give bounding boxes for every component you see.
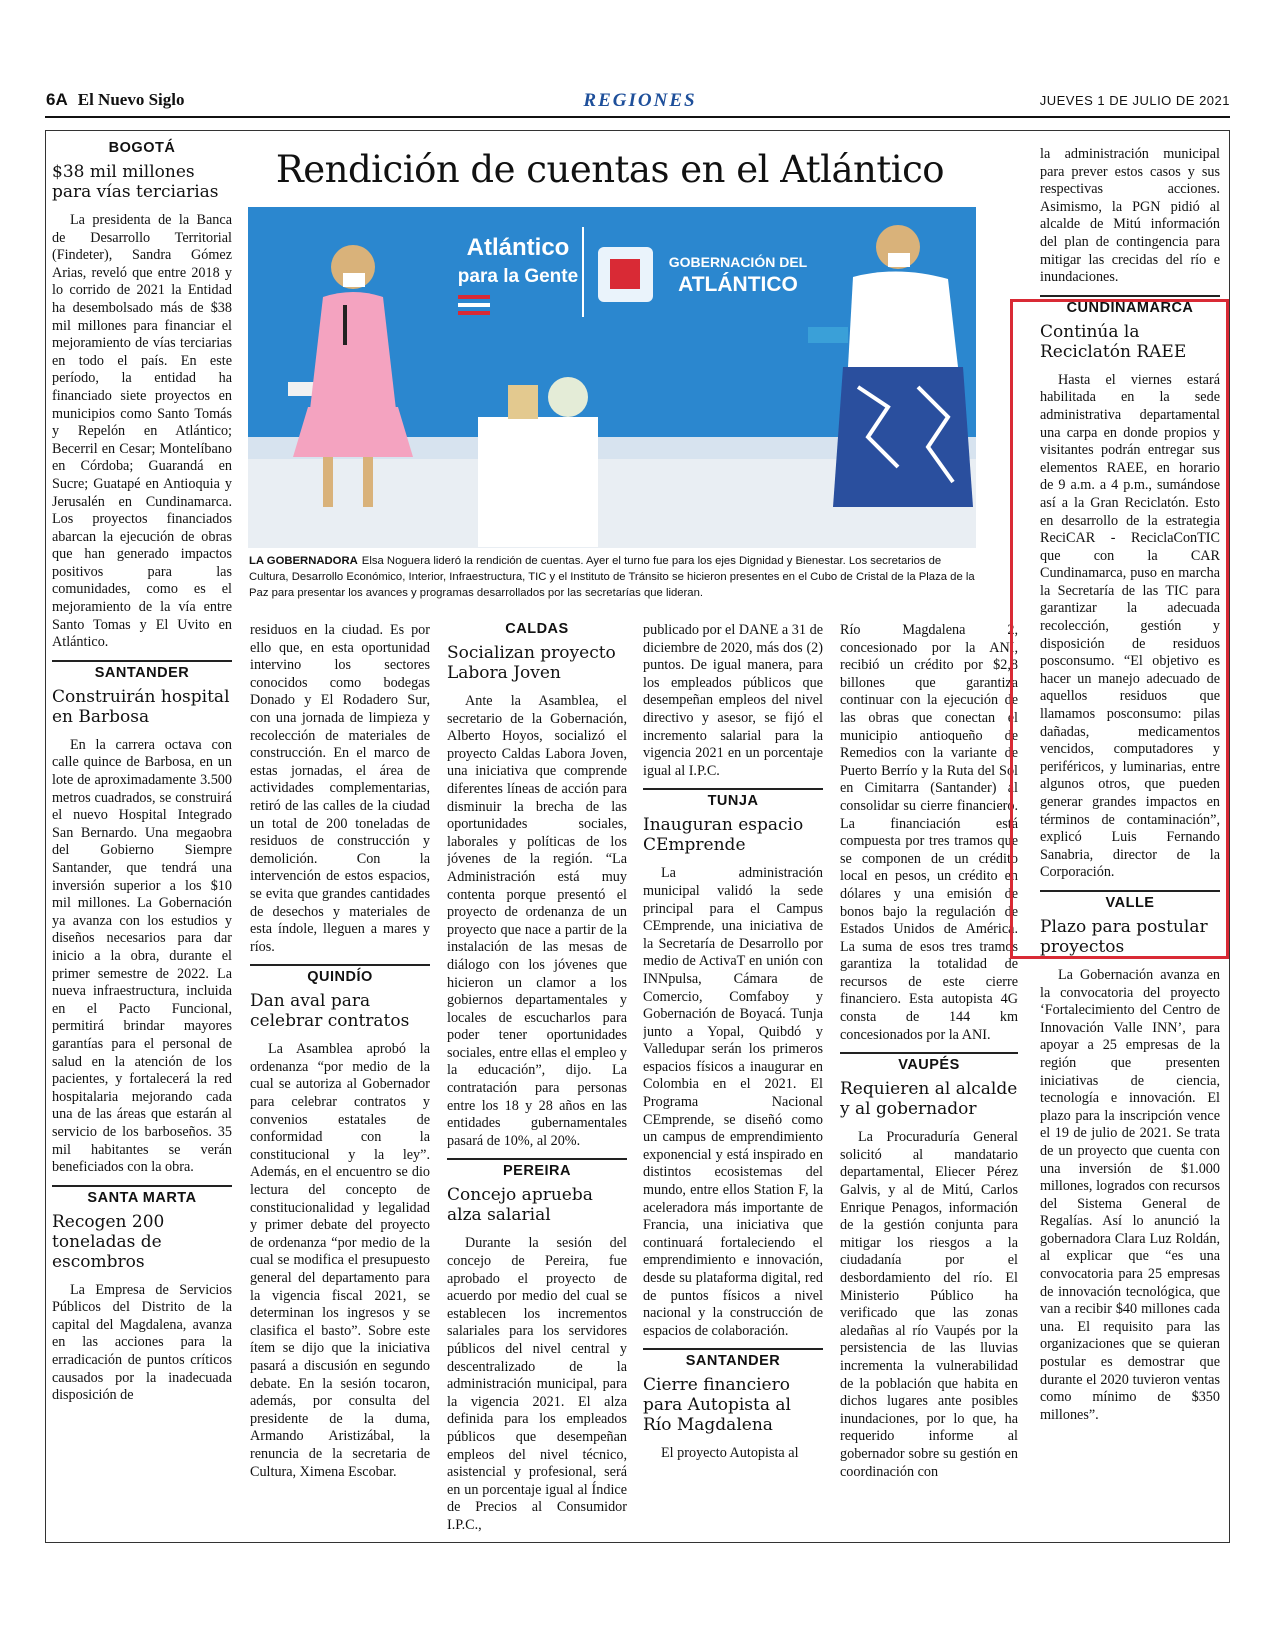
article-santander-2-cont: Río Magdalena 2, concesionado por la ANI, recibió un crédito por $2,8 billones que garantiza continuar con la ejecución de las obras que conectan el municipio antioqueño de Remedios con la variante de Puerto Berrío y la Ruta del Sol en Cimitarra (Santander) al consolidar su cierre financiero. La financiación está compuesta por tres tramos que se componen de un crédito local en pesos, un crédito en dólares y una emisión de bonos bajo la regulación de Estados Unidos de América. La suma de esos tres tramos garantiza la totalidad de recursos de este cierre financiero. Esta autopista 4G consta de 144 km concesionados por la ANI. <box>840 622 1018 1043</box>
section-valle: VALLE <box>1040 890 1220 911</box>
caption-lead: LA GOBERNADORA <box>249 555 358 567</box>
headline-caldas: Socializan proyecto Labora Joven <box>447 643 616 683</box>
headline-pereira: Concejo aprueba alza salarial <box>447 1185 593 1226</box>
banner-line2: para la Gente <box>457 266 579 287</box>
article-santander: En la carrera octava con calle quince de Barbosa, en un lote de aproximadamente 3.500 metros cuadrados, se construirá el nuevo Hospital Integrado San Bernardo. Una megaobra del Gobierno Siempre Santander, que tendrá una inversión superior a los $10 mil millones. La Gobernación ya avanza con los estudios y diseños necesarios para dar inicio a la obra, durante el primer semestre de 2022. La nueva infraestructura, incluida en el Pacto Funcional, permitirá brindar mayores garantías para el personal de salud en la atención de los pacientes, y fortalecerá la red hospitalaria mejorando cada una de las áreas que estarán al servicio de los barboseños. 35 mil habitantes se verán beneficiados con la obra. <box>52 736 232 1176</box>
header-rule <box>45 116 1230 118</box>
main-title: Rendición de cuentas en el Atlántico <box>275 148 945 191</box>
section-name: REGIONES <box>583 90 697 111</box>
column-4 <box>643 622 823 1537</box>
article-caldas: Ante la Asamblea, el secretario de la Gobernación, Alberto Hoyos, socializó el proyecto Caldas Labora Joven, una iniciativa que comprende diferentes líneas de acción para disminuir la brecha de las oportunidades sociales, laborales y políticas de los jóvenes de la región. “La Administración está muy contenta porque presentó el proyecto de ordenanza de un proyecto que nace a partir de la instalación de las mesas de diálogo con los jóvenes que hicieron un clamor a los gobiernos departamentales y locales de escucharlos para poder tener oportunidades sociales, entre ellas el empleo y la educación”, dijo. La contratación para personas entre los 18 y 28 años en las entidades gubernamentales pasará de 10%, al 20%. <box>447 693 627 1149</box>
section-santander: SANTANDER <box>52 660 232 681</box>
article-quindio: La Asamblea aprobó la ordenanza “por medio de la cual se autoriza al Gobernador para celebrar contratos y convenios estatales de conformidad con la constitucional y la ley”. Además, en el encuentro se dio lectura del concepto de constitucionalidad y legalidad y primer debate del proyecto de ordenanza “por medio de la cual se modifica el presupuesto general del departamento para la vigencia fiscal 2021, se determinan los ingresos y se clasifica el basto”. Sobre este ítem se dijo que la iniciativa pasará a discusión en segundo debate. En la sesión tocaron, además, por consulta del presidente de la duma, Armando Aristizábal, la renuncia de la secretaria de Cultura, Ximena Escobar. <box>250 1041 430 1480</box>
section-bogota: BOGOTÁ <box>108 140 176 156</box>
column-2 <box>250 622 430 1537</box>
headline-quindio: Dan aval para celebrar contratos <box>250 991 410 1032</box>
column-1 <box>52 137 232 1537</box>
section-santa-marta: SANTA MARTA <box>52 1185 232 1206</box>
masthead-left <box>46 90 184 110</box>
article-cundinamarca: Hasta el viernes estará habilitada en la sede administrativa departamental una carpa en donde propios y visitantes podrán entregar sus elementos RAEE, en horario de 9 a.m. a 4 p.m., sumándose así a la Gran Reciclatón. Esto en desarrollo de la estrategia ReciCAR - ReciclaConTIC que con la CAR Cundinamarca, puso en marcha la Secretaría de las TIC para garantizar la adecuada recolección, gestión y disposición de residuos posconsumo. “El objetivo es hacer un manejo adecuado de aquellos residuos que llamamos posconsumo: pilas dañadas, medicamentos vencidos, computadores y periféricos, y luminarias, entre algunos otros, que pueden generar grandes impactos en términos de contaminación”, explicó Luis Fernando Sanabria, director de la Corporación. <box>1040 371 1220 881</box>
highlight-box <box>1010 299 1229 959</box>
article-pereira-cont: publicado por el DANE a 31 de diciembre de 2020, más dos (2) puntos. De igual manera, para los empleados públicos que desempeñan empleos del nivel directivo y asesor, se fijó el incremento salarial para la vigencia 2021 en un porcentaje igual al I.P.C. <box>643 622 823 779</box>
main-photo <box>248 207 976 548</box>
article-vaupes: La Procuraduría General solicitó al mandatario departamental, Eliecer Pérez Galvis, y al de Mitú, Carlos Enrique Penagos, información de la gestión conjunta para mitigar los riesgos a la ciudadanía por el desbordamiento del río. El Ministerio Público ha verificado que las zonas aledañas al río Vaupés por la persistencia de las lluvias incrementa la vulnerabilidad de la población que habita en dichos lugares ante posibles inundaciones, por lo que, ha requerido informe al gobernador sobre su gestión en coordinación con <box>840 1129 1018 1480</box>
section-santander-2: SANTANDER <box>643 1348 823 1369</box>
banner-line1: Atlántico <box>466 234 570 261</box>
article-valle: La Gobernación avanza en la convocatoria del proyecto ‘Fortalecimiento del Centro de Innovación Valle INN’, para apoyar a 25 empresas de la región que presenten iniciativas de ciencia, tecnología e innovación. El plazo para la inscripción vence el 19 de julio de 2021. Se trata de un proyecto que cuenta con una inversión de $1.000 millones, logrados con recursos del Sistema General de Regalías. Así lo anunció la gobernadora Clara Luz Roldán, al explicar que “es una convocatoria para 25 empresas de innovación tecnológica, que van a recibir $40 millones cada una. El requisito para las organizaciones que se quieran postular es demostrar que durante el 2020 tuvieron ventas como mínimo de $350 millones”. <box>1040 966 1220 1423</box>
section-quindio: QUINDÍO <box>250 964 430 985</box>
headline-santander: Construirán hospital en Barbosa <box>52 686 230 727</box>
banner-gov1: GOBERNACIÓN DEL <box>668 254 808 270</box>
section-vaupes: VAUPÉS <box>840 1052 1018 1073</box>
banner-gov2: ATLÁNTICO <box>678 273 798 296</box>
article-vaupes-cont: la administración municipal para prever estos casos y sus respectivas acciones. Asimismo, la PGN pidió al alcalde de Mitú información del plan de contingencia para mitigar las crecidas del río e inundaciones. <box>1040 146 1220 286</box>
article-santa-marta: La Empresa de Servicios Públicos del Distrito de la capital del Magdalena, avanza en las acciones para la erradicación de puntos críticos causados por la inadecuada disposición de <box>52 1281 232 1404</box>
article-pereira: Durante la sesión del concejo de Pereira, fue aprobado el proyecto de acuerdo por medio del cual se establecen los incrementos salariales para los servidores públicos del nivel central y descentralizado de la administración municipal, para la vigencia 2021. El alza definida para los empleados públicos que desempeñan empleos del nivel técnico, asistencial y profesional, será en un porcentaje igual al Índice de Precios al Consumidor I.P.C., <box>447 1235 627 1533</box>
section-tunja: TUNJA <box>643 788 823 809</box>
newspaper-name: El Nuevo Siglo <box>77 90 185 109</box>
photo-caption <box>249 553 975 601</box>
article-santa-marta-cont: residuos en la ciudad. Es por ello que, en esta oportunidad intervino los sectores conocidos como bodegas Donado y El Rodadero Sur, con una jornada de limpieza y recolección de materiales de construcción. En el marco de estas jornadas, el área de actividades complementarias, retiró de las calles de la ciudad un total de 200 toneladas de residuos de construcción y demolición. Con la intervención de estos espacios, se evita que grandes cantidades de desechos y materiales de esta índole, lleguen a mares y ríos. <box>250 622 430 955</box>
headline-bogota: $38 mil millones para vías terciarias <box>52 162 219 202</box>
article-bogota: La presidenta de la Banca de Desarrollo Territorial (Findeter), Sandra Gómez Arias, reveló que entre 2018 y lo corrido de 2021 la Entidad ha desembolsado más de $38 mil millones para financiar el mejoramiento de vías terciarias en todo el país. En este período, la entidad ha financiado siete proyectos en municipios como Santo Tomás y Repelón en Atlántico; Becerril en Cesar; Montelíbano en Córdoba; Guarandá en Sucre; Guatapé en Antioquia y Jerusalén en Cundinamarca. Los proyectos financiados abarcan la ejecución de obras que han generado impactos positivos para las comunidades, como es el mejoramiento de la vía entre Santo Tomas y El Uvito en Atlántico. <box>52 212 232 651</box>
headline-vaupes: Requieren al alcalde y al gobernador <box>840 1079 1018 1120</box>
column-3 <box>447 618 627 1537</box>
section-cundinamarca: CUNDINAMARCA <box>1040 295 1220 316</box>
article-tunja: La administración municipal validó la sede principal para el Campus CEmprende, una iniciativa de la Secretaría de Desarrollo por medio de ActivaT en unión con INNpulsa, Cámara de Comercio, Comfaboy y Gobernación de Boyacá. Tunja junto a Yopal, Quibdó y Valledupar serán los primeros espacios físicos a inaugurar en Colombia en el 2021. El Programa Nacional CEmprende, se diseñó como un campus de emprendimiento exponencial y está inspirado en distintos ecosistemas del mundo, entre ellos Station F, la aceleradora más importante de Francia, una iniciativa que continuará fortaleciendo el emprendimiento e innovación, desde su plataforma digital, red de puntos físicos a nivel nacional y la construcción de espacios de colaboración. <box>643 865 823 1339</box>
headline-santander-2: Cierre financiero para Autopista al Río Magdalena <box>643 1375 791 1436</box>
headline-tunja: Inauguran espacio CEmprende <box>643 815 804 856</box>
page-number: 6A <box>46 90 68 109</box>
headline-santa-marta: Recogen 200 toneladas de escombros <box>52 1211 165 1272</box>
photo-illustration <box>248 207 976 548</box>
section-caldas: CALDAS <box>505 621 569 637</box>
caption-text: Elsa Noguera lideró la rendición de cuentas. Ayer el turno fue para los ejes Dignidad y Bienestar. Los secretarios de Cultura, Desarrollo Económico, Interior, Infraestructura, TIC y el Instituto de Tránsito se hicieron presentes en el Cubo de Cristal de la Plaza de la Paz para presentar los avances y programas desarrollados por las secretarías que lideran. <box>249 555 975 599</box>
column-5 <box>840 622 1018 1537</box>
headline-valle: Plazo para postular proyectos <box>1040 916 1208 957</box>
section-pereira: PEREIRA <box>447 1158 627 1179</box>
headline-cundinamarca: Continúa la Reciclatón RAEE <box>1040 321 1187 362</box>
article-santander-2: El proyecto Autopista al <box>661 1445 799 1462</box>
issue-date: JUEVES 1 DE JULIO DE 2021 <box>1039 93 1230 108</box>
